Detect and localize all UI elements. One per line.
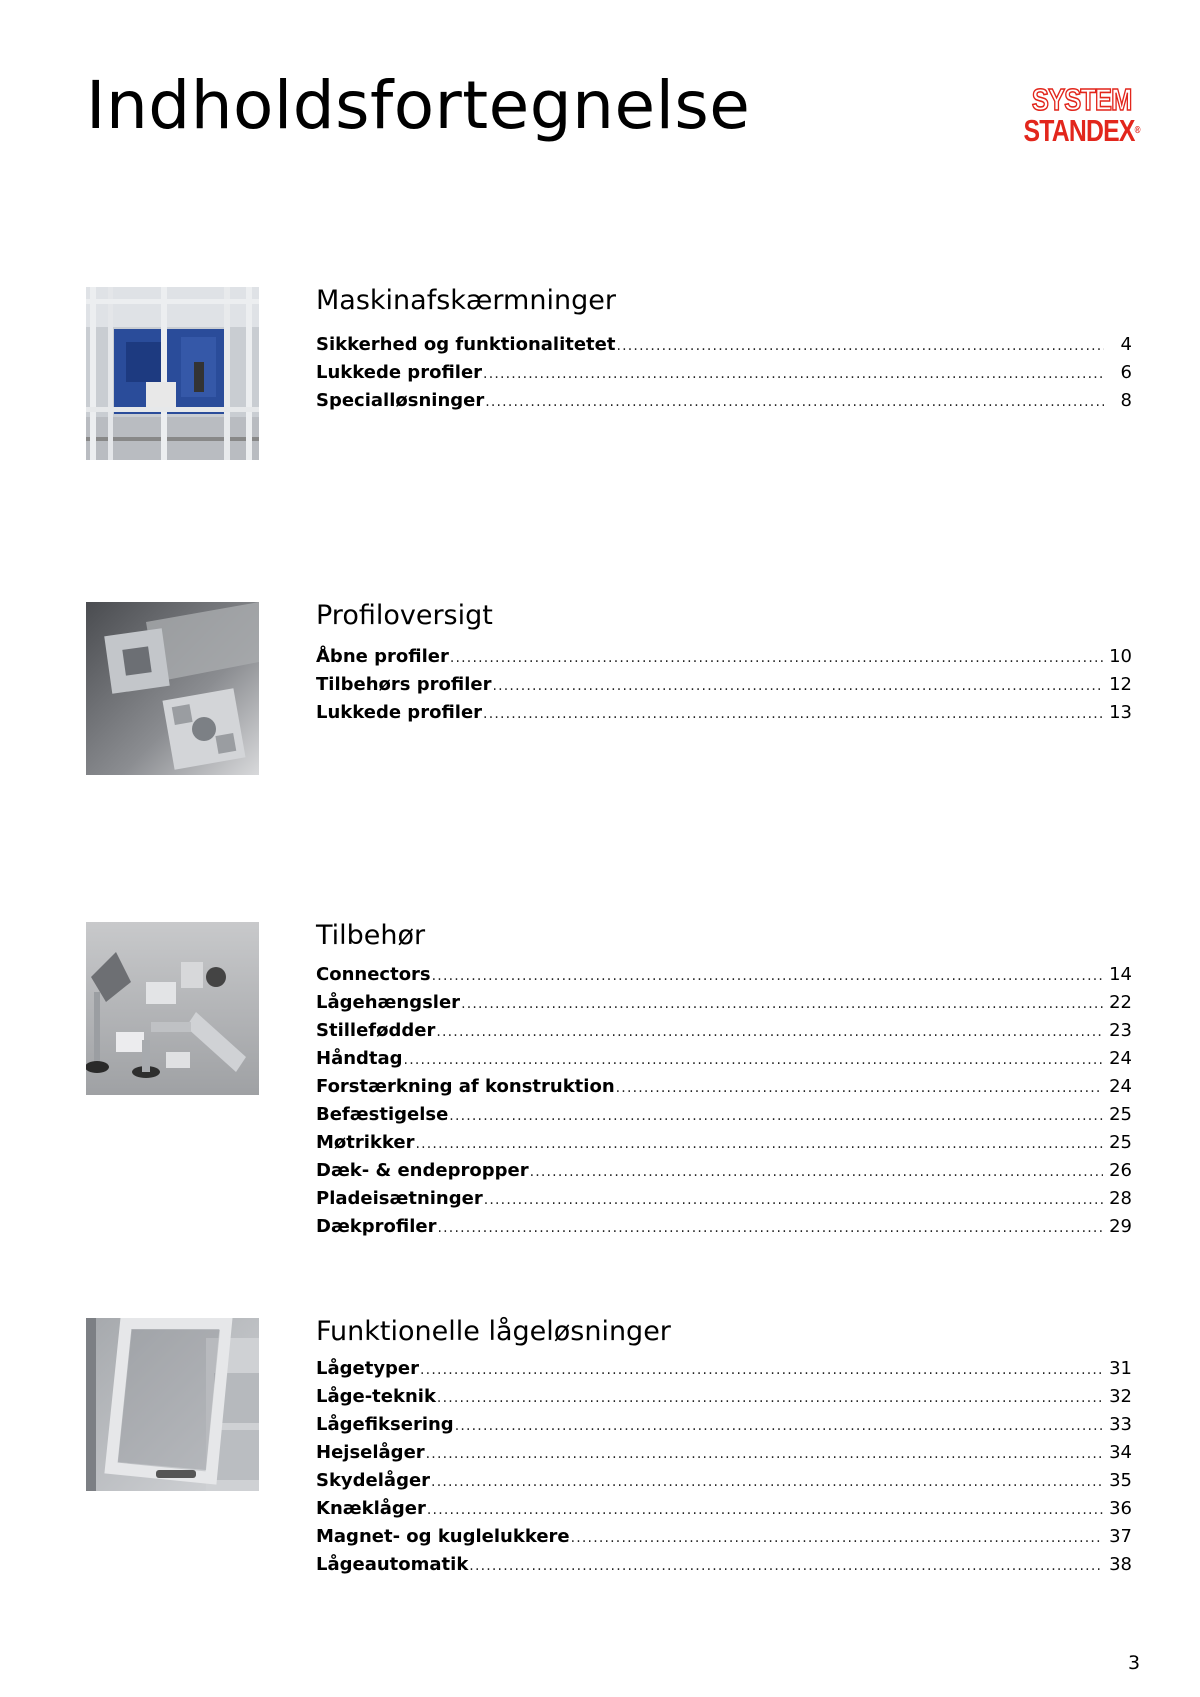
toc-entry-page: 26: [1109, 1160, 1132, 1181]
dot-leader: [404, 1052, 1104, 1068]
toc-entry-page: 31: [1109, 1358, 1132, 1379]
toc-entry-list: [316, 964, 1132, 1244]
page-number: 3: [1128, 1652, 1141, 1674]
toc-entry-page: 34: [1109, 1442, 1132, 1463]
toc-entry[interactable]: [316, 1104, 1132, 1132]
toc-entry[interactable]: [316, 1216, 1132, 1244]
toc-entry-label: Lukkede profiler: [316, 362, 483, 383]
toc-entry[interactable]: [316, 1498, 1132, 1526]
machine-enclosure-photo: [86, 287, 259, 460]
toc-entry[interactable]: [316, 1160, 1132, 1188]
logo-line-2: [1024, 115, 1140, 146]
toc-entry-page: 12: [1109, 674, 1132, 695]
toc-entry-label: Skydelåger: [316, 1470, 431, 1491]
door-solution-photo: [86, 1318, 259, 1491]
toc-entry-page: 38: [1109, 1554, 1132, 1575]
toc-entry-label: Møtrikker: [316, 1132, 415, 1153]
dot-leader: [492, 678, 1103, 694]
toc-entry-label: Tilbehørs profiler: [316, 674, 492, 695]
toc-entry-page: 6: [1120, 362, 1132, 383]
toc-section-profiloversigt: [86, 600, 1132, 802]
toc-entry[interactable]: [316, 646, 1132, 674]
toc-entry-page: 4: [1120, 334, 1132, 355]
aluminium-profile-photo: [86, 602, 259, 775]
toc-entry-page: 23: [1109, 1020, 1132, 1041]
toc-entry-label: Pladeisætninger: [316, 1188, 483, 1209]
section-heading: Profiloversigt: [316, 600, 493, 631]
toc-entry-list: [316, 1358, 1132, 1582]
toc-entry-list: [316, 646, 1132, 730]
toc-entry-label: Lågeautomatik: [316, 1554, 469, 1575]
toc-entry[interactable]: [316, 1132, 1132, 1160]
toc-entry[interactable]: [316, 964, 1132, 992]
toc-section-maskinafskaermninger: [86, 285, 1132, 527]
toc-entry[interactable]: [316, 334, 1132, 362]
toc-entry-label: Connectors: [316, 964, 431, 985]
toc-entry-list: [316, 334, 1132, 418]
toc-entry[interactable]: [316, 674, 1132, 702]
dot-leader: [432, 968, 1103, 984]
toc-entry[interactable]: [316, 702, 1132, 730]
toc-entry[interactable]: [316, 1554, 1132, 1582]
toc-entry-label: Specialløsninger: [316, 390, 485, 411]
toc-entry-label: Forstærkning af konstruktion: [316, 1076, 615, 1097]
toc-entry[interactable]: [316, 1470, 1132, 1498]
dot-leader: [455, 1418, 1103, 1434]
toc-entry-label: Sikkerhed og funktionalitetet: [316, 334, 616, 355]
toc-entry[interactable]: [316, 362, 1132, 390]
toc-entry-page: 37: [1109, 1526, 1132, 1547]
dot-leader: [485, 394, 1104, 410]
toc-entry-page: 36: [1109, 1498, 1132, 1519]
logo-line-2-text: STANDEX: [1023, 113, 1135, 148]
section-heading: Funktionelle lågeløsninger: [316, 1316, 671, 1347]
toc-entry[interactable]: [316, 1076, 1132, 1104]
dot-leader: [484, 1192, 1103, 1208]
toc-entry-label: Befæstigelse: [316, 1104, 449, 1125]
dot-leader: [469, 1558, 1103, 1574]
dot-leader: [415, 1136, 1103, 1152]
toc-entry-page: 25: [1109, 1104, 1132, 1125]
toc-entry-label: Stillefødder: [316, 1020, 436, 1041]
toc-entry-label: Håndtag: [316, 1048, 403, 1069]
page-title: Indholdsfortegnelse: [86, 67, 751, 144]
section-heading: Maskinafskærmninger: [316, 285, 616, 316]
system-standex-logo: [1023, 82, 1141, 148]
toc-entry-label: Lågehængsler: [316, 992, 461, 1013]
toc-entry-label: Lågetyper: [316, 1358, 420, 1379]
toc-entry-label: Knæklåger: [316, 1498, 426, 1519]
dot-leader: [431, 1474, 1103, 1490]
toc-entry[interactable]: [316, 1526, 1132, 1554]
dot-leader: [427, 1502, 1103, 1518]
dot-leader: [616, 338, 1104, 354]
toc-entry[interactable]: [316, 390, 1132, 418]
toc-entry-label: Hejselåger: [316, 1442, 425, 1463]
toc-entry[interactable]: [316, 992, 1132, 1020]
toc-entry[interactable]: [316, 1442, 1132, 1470]
toc-section-funktionelle-lageloesninger: [86, 1316, 1132, 1598]
dot-leader: [436, 1024, 1103, 1040]
toc-entry-page: 24: [1109, 1076, 1132, 1097]
toc-entry-page: 10: [1109, 646, 1132, 667]
toc-entry[interactable]: [316, 1020, 1132, 1048]
dot-leader: [530, 1164, 1104, 1180]
toc-entry[interactable]: [316, 1386, 1132, 1414]
registered-mark: ®: [1134, 125, 1141, 136]
toc-entry-page: 22: [1109, 992, 1132, 1013]
toc-entry-label: Dæk- & endepropper: [316, 1160, 529, 1181]
toc-entry-page: 13: [1109, 702, 1132, 723]
toc-entry-label: Lukkede profiler: [316, 702, 483, 723]
toc-entry-label: Dækprofiler: [316, 1216, 437, 1237]
toc-entry[interactable]: [316, 1414, 1132, 1442]
toc-entry-page: 28: [1109, 1188, 1132, 1209]
toc-entry-label: Magnet- og kuglelukkere: [316, 1526, 570, 1547]
dot-leader: [571, 1530, 1103, 1546]
toc-entry-page: 8: [1120, 390, 1132, 411]
toc-entry-page: 35: [1109, 1470, 1132, 1491]
dot-leader: [461, 996, 1103, 1012]
dot-leader: [426, 1446, 1103, 1462]
dot-leader: [437, 1390, 1103, 1406]
toc-entry-label: Lågefiksering: [316, 1414, 454, 1435]
accessories-photo: [86, 922, 259, 1095]
toc-entry[interactable]: [316, 1048, 1132, 1076]
toc-entry-page: 24: [1109, 1048, 1132, 1069]
toc-entry-label: Låge-teknik: [316, 1386, 436, 1407]
toc-entry-label: Åbne profiler: [316, 646, 449, 667]
toc-entry[interactable]: [316, 1358, 1132, 1386]
dot-leader: [449, 1108, 1103, 1124]
toc-section-tilbehor: [86, 920, 1132, 1252]
dot-leader: [483, 366, 1104, 382]
dot-leader: [438, 1220, 1104, 1236]
toc-entry[interactable]: [316, 1188, 1132, 1216]
toc-entry-page: 25: [1109, 1132, 1132, 1153]
dot-leader: [483, 706, 1103, 722]
dot-leader: [450, 650, 1103, 666]
dot-leader: [616, 1080, 1103, 1096]
toc-entry-page: 32: [1109, 1386, 1132, 1407]
section-heading: Tilbehør: [316, 920, 426, 951]
toc-entry-page: 29: [1109, 1216, 1132, 1237]
toc-entry-page: 14: [1109, 964, 1132, 985]
dot-leader: [420, 1362, 1103, 1378]
toc-entry-page: 33: [1109, 1414, 1132, 1435]
logo-line-1: SYSTEM: [1032, 82, 1132, 117]
